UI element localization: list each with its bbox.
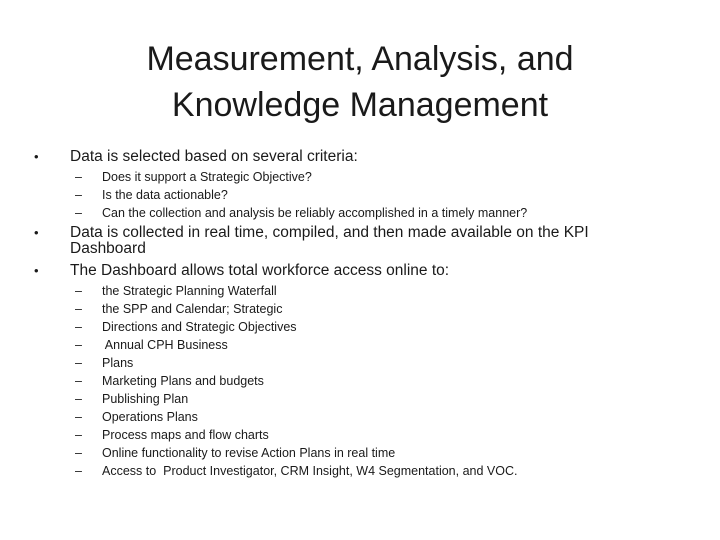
dash-icon: –: [75, 446, 82, 460]
dash-icon: –: [75, 464, 82, 478]
sub-bullet-text: Access to Product Investigator, CRM Insight, W4 Segmentation, and VOC.: [102, 464, 518, 478]
dash-icon: –: [75, 302, 82, 316]
dash-icon: –: [75, 206, 82, 220]
bullet-dot-icon: •: [34, 149, 39, 164]
sub-bullet-text: Publishing Plan: [102, 392, 189, 406]
bullet-text: The Dashboard allows total workforce access online to:: [70, 262, 450, 279]
dash-icon: –: [75, 338, 82, 352]
sub-bullet-text: Directions and Strategic Objectives: [102, 320, 297, 334]
dash-icon: –: [75, 170, 82, 184]
sub-bullet-text: the Strategic Planning Waterfall: [102, 284, 277, 298]
bullet-text-line-2: Dashboard: [70, 240, 146, 257]
sub-bullet-text: Annual CPH Business: [102, 338, 228, 352]
sub-bullet-text: Operations Plans: [102, 410, 198, 424]
sub-bullet-text: Marketing Plans and budgets: [102, 374, 264, 388]
dash-icon: –: [75, 374, 82, 388]
sub-bullet-text: Plans: [102, 356, 134, 370]
sub-bullet-text: Process maps and flow charts: [102, 428, 269, 442]
slide-title: [60, 36, 660, 128]
sub-bullet-text: Does it support a Strategic Objective?: [102, 170, 312, 184]
bullet-text: Data is selected based on several criteria:: [70, 148, 358, 165]
sub-bullet-text: the SPP and Calendar; Strategic: [102, 302, 283, 316]
title-line-2: Knowledge Management: [171, 86, 549, 124]
title-line-1: Measurement, Analysis, and: [146, 40, 574, 78]
bullet-text-line-1: Data is collected in real time, compiled, and then made available on the KPI: [70, 224, 589, 241]
dash-icon: –: [75, 284, 82, 298]
dash-icon: –: [75, 356, 82, 370]
dash-icon: –: [75, 320, 82, 334]
sub-bullet-text: Online functionality to revise Action Plans in real time: [102, 446, 396, 460]
dash-icon: –: [75, 410, 82, 424]
dash-icon: –: [75, 188, 82, 202]
bullet-dot-icon: •: [34, 225, 39, 240]
dash-icon: –: [75, 392, 82, 406]
sub-bullet-text: Is the data actionable?: [102, 188, 228, 202]
sub-bullet-text: Can the collection and analysis be reliably accomplished in a timely manner?: [102, 206, 528, 220]
bullet-dot-icon: •: [34, 263, 39, 278]
dash-icon: –: [75, 428, 82, 442]
